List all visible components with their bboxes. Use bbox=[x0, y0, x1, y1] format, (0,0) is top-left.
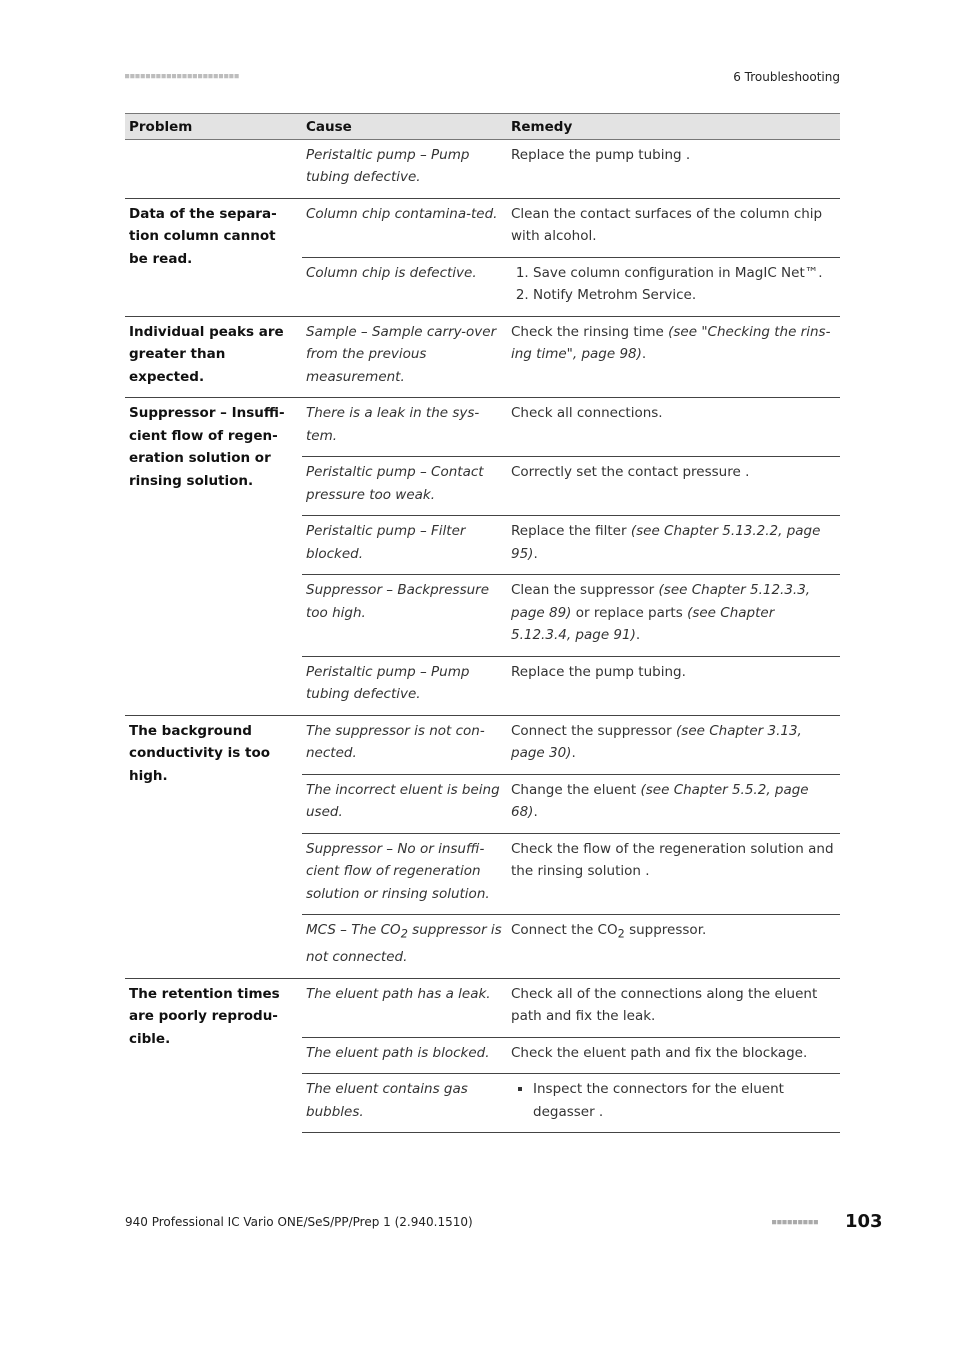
header-remedy: Remedy bbox=[507, 114, 840, 140]
remedy-cell: Correctly set the contact pressure . bbox=[507, 457, 840, 516]
table-row bbox=[125, 139, 840, 198]
cause-cell: The incorrect eluent is being used. bbox=[302, 774, 507, 833]
problem-cell: The background conductivity is too high. bbox=[125, 715, 302, 978]
cause-cell bbox=[302, 915, 507, 979]
header-cause: Cause bbox=[302, 114, 507, 140]
cause-cell: Peristaltic pump – Filter blocked. bbox=[302, 516, 507, 575]
list-item: ▪ Inspect the connectors for the eluent degasser . bbox=[533, 1078, 836, 1123]
cause-cell: Peristaltic pump – Pump tubing defective. bbox=[302, 656, 507, 715]
table-header-row bbox=[125, 114, 840, 140]
cause-cell: Peristaltic pump – Pump tubing defective. bbox=[302, 139, 507, 198]
cause-text: MCS – The CO bbox=[306, 922, 401, 938]
remedy-cell: Replace the filter (see Chapter 5.13.2.2, page 95). bbox=[507, 516, 840, 575]
remedy-cell: Check all connections. bbox=[507, 398, 840, 457]
cause-cell: Column chip is defective. bbox=[302, 257, 507, 316]
remedy-text: suppressor. bbox=[629, 922, 707, 938]
remedy-cell: Change the eluent (see Chapter 5.5.2, page 68). bbox=[507, 774, 840, 833]
remedy-text: Clean the suppressor bbox=[511, 582, 655, 598]
cause-text: suppressor is not connected. bbox=[306, 922, 502, 966]
subscript: 2 bbox=[400, 927, 408, 941]
problem-cell bbox=[125, 139, 302, 198]
remedy-cell bbox=[507, 257, 840, 316]
cause-cell: Suppressor – No or insuffi-cient flow of regeneration solution or rinsing solution. bbox=[302, 833, 507, 915]
table-row bbox=[125, 715, 840, 774]
document-title: 940 Professional IC Vario ONE/SeS/PP/Prep 1 (2.940.1510) bbox=[125, 1215, 473, 1229]
remedy-bullets bbox=[511, 1078, 836, 1123]
remedy-text: Check the rinsing time bbox=[511, 323, 664, 340]
cross-reference-link[interactable]: (see Chapter 5.13.2.2, page 95) bbox=[511, 523, 821, 562]
remedy-cell: Replace the pump tubing. bbox=[507, 656, 840, 715]
troubleshooting-table bbox=[125, 113, 840, 1133]
table-row bbox=[125, 198, 840, 257]
remedy-cell: Replace the pump tubing . bbox=[507, 139, 840, 198]
cause-cell: Suppressor – Backpressure too high. bbox=[302, 575, 507, 657]
remedy-cell: Check the eluent path and fix the blockage. bbox=[507, 1037, 840, 1074]
remedy-text: or replace parts bbox=[575, 604, 683, 621]
page-number: 103 bbox=[845, 1211, 883, 1232]
cross-reference-link[interactable]: (see Chapter 5.5.2, page 68) bbox=[511, 781, 809, 820]
problem-cell: Suppressor – Insuffi-cient flow of regen-eration solution or rinsing solution. bbox=[125, 398, 302, 716]
problem-cell: The retention times are poorly reprodu-cible. bbox=[125, 978, 302, 1133]
table-row bbox=[125, 398, 840, 457]
cross-reference-link[interactable]: (see Chapter 5.12.3.4, page 91) bbox=[511, 604, 775, 643]
remedy-text: Replace the filter bbox=[511, 523, 627, 539]
problem-cell: Data of the separa-tion column cannot be read. bbox=[125, 198, 302, 316]
cross-reference-link[interactable]: (see Chapter 5.12.3.3, page 89) bbox=[511, 582, 811, 621]
list-item: 2. Notify Metrohm Service. bbox=[533, 284, 836, 307]
cause-cell: Column chip contamina-ted. bbox=[302, 198, 507, 257]
cause-cell: Peristaltic pump – Contact pressure too weak. bbox=[302, 457, 507, 516]
problem-cell: Individual peaks are greater than expected. bbox=[125, 316, 302, 398]
cause-cell: There is a leak in the sys-tem. bbox=[302, 398, 507, 457]
subscript: 2 bbox=[617, 927, 625, 941]
cause-cell: The eluent path has a leak. bbox=[302, 978, 507, 1037]
remedy-cell: Check the rinsing time (see "Checking the rins-ing time", page 98). bbox=[507, 316, 840, 398]
remedy-text: Change the eluent bbox=[511, 781, 637, 798]
remedy-text: Connect the suppressor bbox=[511, 722, 672, 739]
cause-cell: The suppressor is not con-nected. bbox=[302, 715, 507, 774]
list-item: 1. Save column configuration in MagIC Net™. bbox=[533, 262, 836, 285]
cause-cell: Sample – Sample carry-over from the previous measurement. bbox=[302, 316, 507, 398]
header-problem: Problem bbox=[125, 114, 302, 140]
remedy-text: Connect the CO bbox=[511, 922, 618, 938]
remedy-cell bbox=[507, 1074, 840, 1133]
remedy-cell: Check all of the connections along the eluent path and fix the leak. bbox=[507, 978, 840, 1037]
remedy-steps bbox=[511, 262, 836, 307]
cause-cell: The eluent path is blocked. bbox=[302, 1037, 507, 1074]
cross-reference-link[interactable]: (see Chapter 3.13, page 30) bbox=[511, 722, 802, 761]
remedy-cell: Connect the suppressor (see Chapter 3.13, page 30). bbox=[507, 715, 840, 774]
table-row bbox=[125, 978, 840, 1037]
chapter-title: 6 Troubleshooting bbox=[733, 70, 840, 84]
table-row bbox=[125, 316, 840, 398]
remedy-cell: Clean the contact surfaces of the column chip with alcohol. bbox=[507, 198, 840, 257]
cross-reference-link[interactable]: (see "Checking the rins-ing time", page 98) bbox=[511, 323, 831, 362]
cause-cell: The eluent contains gas bubbles. bbox=[302, 1074, 507, 1133]
remedy-cell: Clean the suppressor (see Chapter 5.12.3.3, page 89) or replace parts (see Chapter 5.12.3.4, page 91). bbox=[507, 575, 840, 657]
remedy-cell bbox=[507, 915, 840, 979]
footer-dot-bar: ■■■■■■■■■ bbox=[772, 1218, 819, 1226]
remedy-cell: Check the flow of the regeneration solution and the rinsing solution . bbox=[507, 833, 840, 915]
header-dot-bar: ■■■■■■■■■■■■■■■■■■■■■■ bbox=[125, 72, 240, 80]
